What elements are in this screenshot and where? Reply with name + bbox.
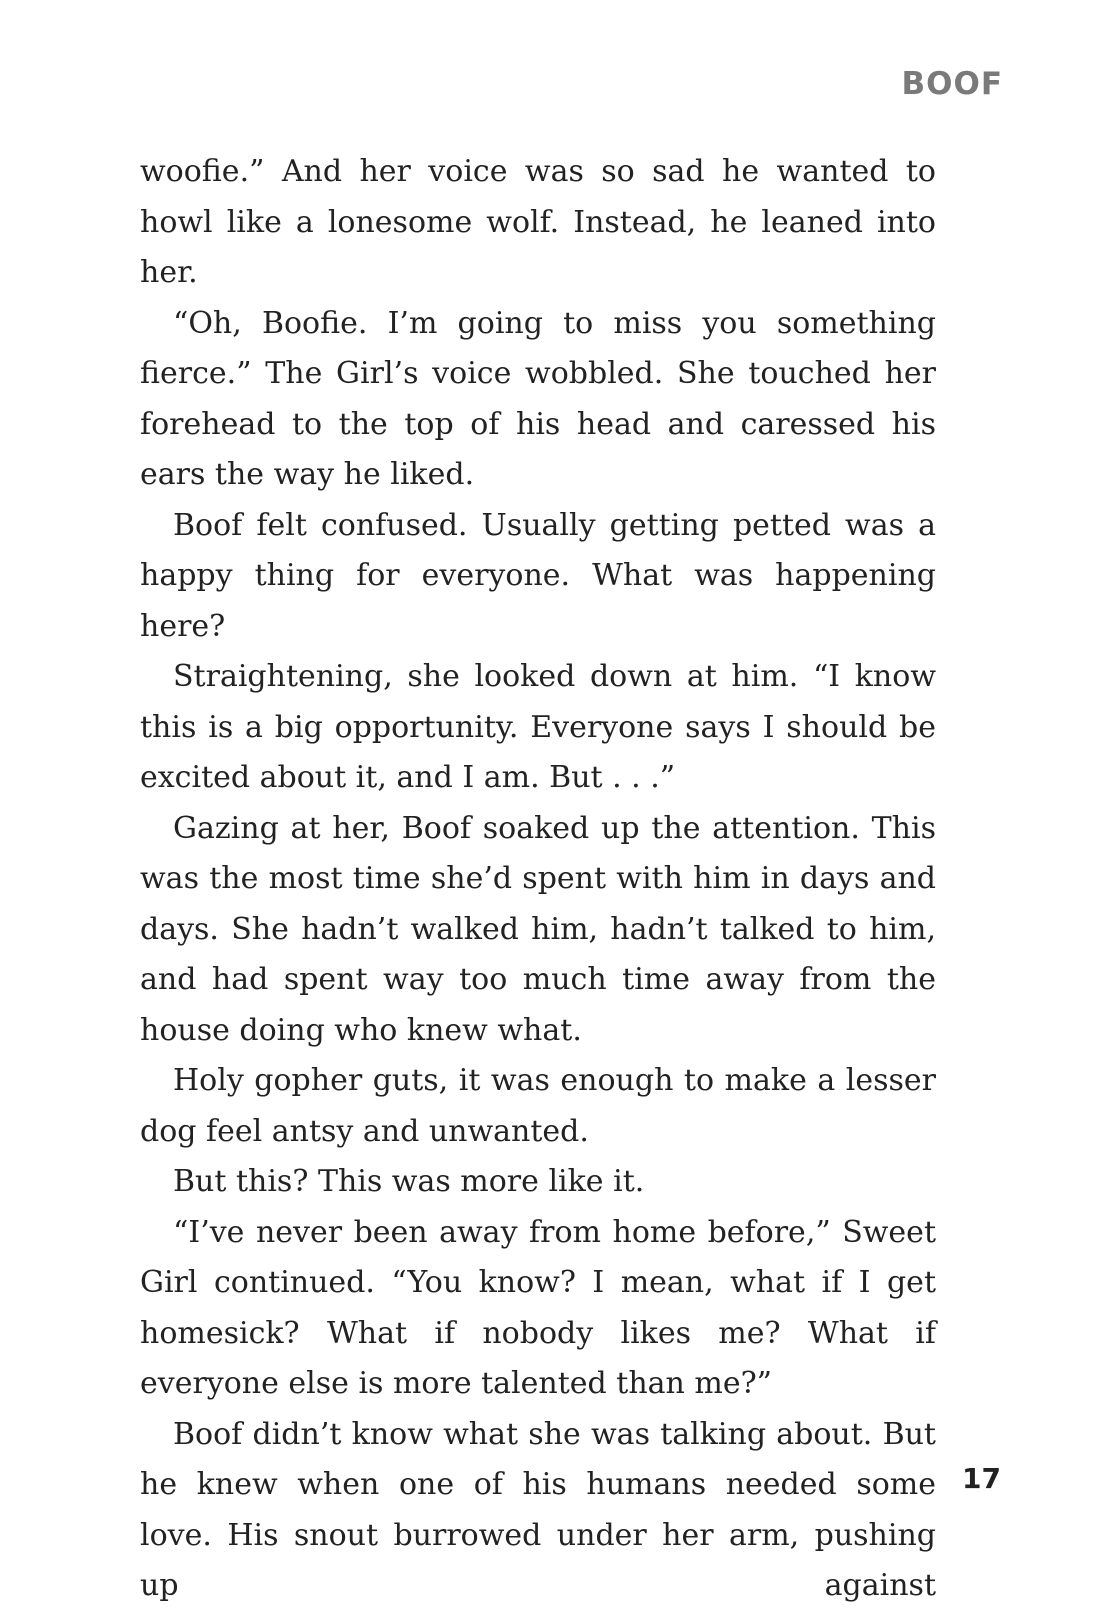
paragraph: woofie.” And her voice was so sad he wanted to howl like a lonesome wolf. Instead, he leaned into her. — [140, 154, 936, 290]
page-number: 17 — [962, 1462, 1001, 1495]
paragraph: Gazing at her, Boof soaked up the attention. This was the most time she’d spent with him in days and days. She hadn’t walked him, hadn’t talked to him, and had spent way too much time away from the house doing who knew what. — [140, 810, 936, 1048]
paragraph: Holy gopher guts, it was enough to make a lesser dog feel antsy and unwanted. — [140, 1063, 936, 1149]
paragraph: “Oh, Boofie. I’m going to miss you something fierce.” The Girl’s voice wobbled. She touched her forehead to the top of his head and caressed his ears the way he liked. — [140, 305, 936, 492]
running-head: BOOF — [901, 66, 1003, 102]
paragraph: Boof didn’t know what she was talking about. But he knew when one of his humans needed some love. His snout burrowed under her arm, pushing up against — [140, 1416, 936, 1603]
paragraph: But this? This was more like it. — [173, 1164, 645, 1199]
paragraph: Straightening, she looked down at him. “I know this is a big opportunity. Everyone says I should be excited about it, and I am. But . . .” — [140, 659, 936, 795]
paragraph: “I’ve never been away from home before,” Sweet Girl continued. “You know? I mean, what if I get homesick? What if nobody likes me? What if everyone else is more talented than me?” — [140, 1214, 936, 1401]
body-text — [140, 147, 936, 1612]
paragraph: Boof felt confused. Usually getting petted was a happy thing for everyone. What was happening here? — [140, 507, 936, 644]
